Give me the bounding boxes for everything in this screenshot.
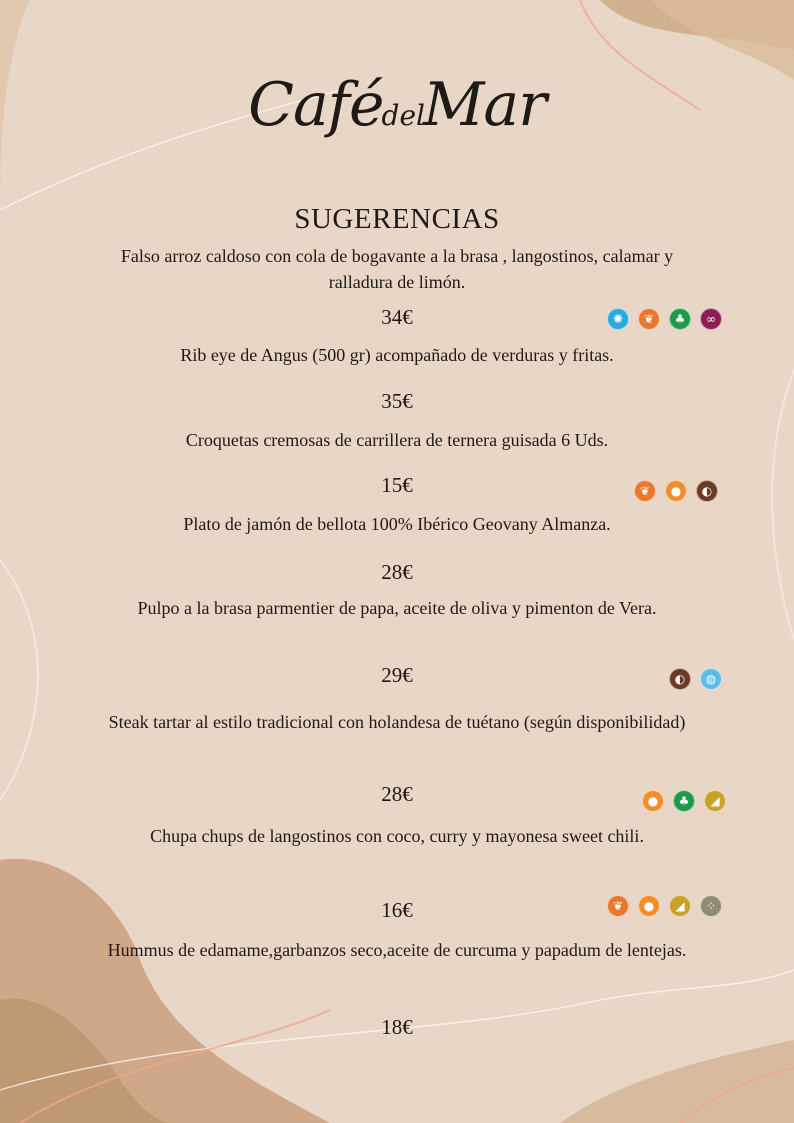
dish-price: 28€ bbox=[381, 782, 413, 806]
allergen-icons bbox=[607, 308, 722, 330]
dish-price: 28€ bbox=[381, 560, 413, 584]
mustard-icon: ◢ bbox=[669, 895, 691, 917]
egg-icon: ● bbox=[642, 790, 664, 812]
dish-price: 34€ bbox=[381, 305, 413, 329]
mustard-icon: ◢ bbox=[704, 790, 726, 812]
cafe-del-mar-logo: CafédelMar bbox=[248, 70, 546, 140]
dairy-icon: ◐ bbox=[696, 480, 718, 502]
allergen-icons bbox=[642, 790, 726, 812]
dairy-icon: ◐ bbox=[669, 668, 691, 690]
dish-description: Rib eye de Angus (500 gr) acompañado de verduras y fritas. bbox=[180, 345, 614, 365]
dish-price: 15€ bbox=[381, 473, 413, 497]
dish-price: 18€ bbox=[381, 1015, 413, 1039]
allergen-icons bbox=[634, 480, 718, 502]
dish-description: Steak tartar al estilo tradicional con holandesa de tuétano (según disponibilidad) bbox=[108, 712, 686, 732]
dish-description: Chupa chups de langostinos con coco, curry y mayonesa sweet chili. bbox=[150, 826, 644, 846]
egg-icon: ● bbox=[638, 895, 660, 917]
egg-icon: ● bbox=[665, 480, 687, 502]
dish-description: Plato de jamón de bellota 100% Ibérico Geovany Almanza. bbox=[183, 514, 611, 534]
section-title: SUGERENCIAS bbox=[294, 203, 500, 235]
gluten-icon: ❦ bbox=[607, 895, 629, 917]
dish-description: Hummus de edamame,garbanzos seco,aceite de curcuma y papadum de lentejas. bbox=[107, 940, 687, 960]
sulphites-icon: ∞ bbox=[700, 308, 722, 330]
gluten-icon: ❦ bbox=[634, 480, 656, 502]
celery-icon: ♣ bbox=[673, 790, 695, 812]
dish-price: 35€ bbox=[381, 389, 413, 413]
mollusc-icon: ◍ bbox=[700, 668, 722, 690]
celery-icon: ♣ bbox=[669, 308, 691, 330]
dish-price: 29€ bbox=[381, 663, 413, 687]
allergen-icons bbox=[669, 668, 722, 690]
crustacean-icon: ✺ bbox=[607, 308, 629, 330]
dish-price: 16€ bbox=[381, 898, 413, 922]
allergen-icons bbox=[607, 895, 722, 917]
gluten-icon: ❦ bbox=[638, 308, 660, 330]
dish-description: Pulpo a la brasa parmentier de papa, aceite de oliva y pimenton de Vera. bbox=[137, 598, 657, 618]
dish-description: Croquetas cremosas de carrillera de ternera guisada 6 Uds. bbox=[185, 430, 609, 450]
sesame-icon: ⁘ bbox=[700, 895, 722, 917]
dish-description: Falso arroz caldoso con cola de bogavante a la brasa , langostinos, calamar y ralladura de limón. bbox=[120, 246, 674, 292]
